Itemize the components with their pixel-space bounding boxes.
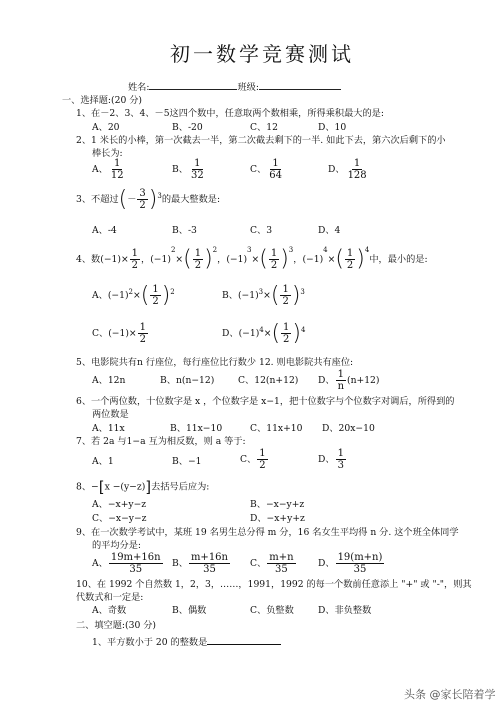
q4-item-4: $(-1)^4\times$( $\frac{1}{2}$ )$^4$ bbox=[302, 246, 370, 272]
q4-option-a: A、 (−1) 2 × ( $\frac{1}{2}$ ) 2 bbox=[92, 282, 175, 308]
q5-option-b: B、n(n−12) bbox=[160, 375, 215, 386]
q2-option-b: B、 $\frac{1}{32}$ bbox=[172, 158, 204, 181]
q6-option-b: B、11x−10 bbox=[170, 423, 223, 434]
q7-option-b: B、−1 bbox=[172, 456, 202, 467]
q7-option-d: D、 $\frac{1}{3}$ bbox=[318, 448, 344, 471]
q9-option-a: A、 $\frac{19m+16n}{35}$ bbox=[92, 552, 161, 575]
q3-option-c: C、3 bbox=[250, 225, 273, 236]
q9-option-b: B、 $\frac{m+16n}{35}$ bbox=[172, 552, 228, 575]
class-blank bbox=[259, 80, 341, 90]
q8-option-a: A、−x+y−z bbox=[92, 499, 147, 510]
q1-option-c: C、12 bbox=[250, 122, 278, 133]
q7-option-c: C、 $\frac{1}{2}$ bbox=[240, 448, 266, 471]
q4-item-2: $(-1)^2\times$( $\frac{1}{2}$ )$^2$， bbox=[150, 246, 227, 272]
q8-option-d: D、−x+y+z bbox=[250, 513, 305, 524]
question-6-text-cont: 两位数是 bbox=[92, 409, 129, 420]
fill-blank-1 bbox=[207, 634, 281, 645]
q10-option-a: A、奇数 bbox=[92, 605, 127, 616]
section-heading-2: 二、填空题:(30 分) bbox=[76, 620, 157, 631]
q4-option-c: C、 (−1)× $\frac{1}{2}$ bbox=[92, 322, 147, 345]
question-5-text: 5、电影院共有n 行座位，每行座位比行数少 12. 则电影院共有座位: bbox=[76, 357, 354, 368]
q2-option-a: A、 $\frac{1}{12}$ bbox=[92, 158, 124, 181]
q2-option-d: D、 $\frac{1}{128}$ bbox=[328, 158, 367, 181]
question-2-text-cont: 棒长为: bbox=[92, 148, 123, 159]
q5-option-a: A、12n bbox=[92, 375, 126, 386]
q7-option-a: A、1 bbox=[92, 456, 114, 467]
question-7-text: 7、若 2a 与1−a 互为相反数，则 a 等于: bbox=[76, 436, 246, 447]
question-10-text-cont: 代数式和一定是: bbox=[76, 592, 144, 603]
q3-option-b: B、-3 bbox=[172, 225, 197, 236]
q3-option-d: D、4 bbox=[318, 225, 341, 236]
name-blank bbox=[149, 80, 237, 90]
q5-option-d: D、 $\frac{1}{n}$ (n+12) bbox=[318, 369, 380, 392]
q4-item-1: (−1)× $\frac{1}{2}$ ， bbox=[100, 248, 151, 271]
question-9-text: 9、在一次数学考试中，某班 19 名男生总分得 m 分，16 名女生平均得 n 分. 这个班全体同学 bbox=[76, 527, 459, 538]
question-2-text: 2、1 米长的小棒，第一次截去一半，第二次截去剩下的一半. 如此下去，第六次后剩下的小 bbox=[76, 135, 446, 146]
q10-option-b: B、偶数 bbox=[172, 605, 207, 616]
q8-option-c: C、−x−y−z bbox=[92, 513, 147, 524]
section-heading: 一、选择题:(20 分) bbox=[62, 95, 143, 106]
q4-option-b: B、 (−1) 3 × ( $\frac{1}{2}$ ) 3 bbox=[222, 282, 305, 308]
fill-question-1: 1、平方数小于 20 的整数是 bbox=[92, 634, 281, 649]
question-3-text: 3、不超过 ( － $\frac{3}{2}$ ) 3 的最大整数是: bbox=[76, 186, 221, 212]
question-9-text-cont: 的平均分是: bbox=[92, 540, 142, 551]
name-label: 姓名: bbox=[128, 82, 150, 93]
question-4-text: 4、数 (−1)× $\frac{1}{2}$ ， $(-1)^2\times$( $\frac{1}{2}$ )$^2$， $(-1)^3\times$( $\frac{1}{2}$ )$^3$， $(-1)^4\times$( $\frac{1}{2}$ )$^4$ 中，最小的是: bbox=[76, 246, 428, 272]
q3-option-a: A、-4 bbox=[92, 225, 117, 236]
q4-item-3: $(-1)^3\times$( $\frac{1}{2}$ )$^3$， bbox=[226, 246, 303, 272]
q1-option-d: D、10 bbox=[318, 122, 347, 133]
class-label: 班级: bbox=[237, 82, 259, 93]
q9-option-d: D、 $\frac{19(m+n)}{35}$ bbox=[318, 552, 383, 575]
q5-option-c: C、12(n+12) bbox=[238, 375, 299, 386]
question-1-text: 1、在－2、3、4、－5这四个数中，任意取两个数相乘，所得乘积最大的是: bbox=[76, 108, 384, 119]
question-10-text: 10、在 1992 个自然数 1，2，3，……，1991，1992 的每一个数前任意添上 "+" 或 "-"，则其 bbox=[76, 579, 472, 590]
watermark: 头条 @家长陪着学 bbox=[404, 688, 496, 701]
student-info-line bbox=[128, 80, 341, 94]
q6-option-c: C、11x+10 bbox=[250, 423, 303, 434]
q2-option-c: C、 $\frac{1}{64}$ bbox=[250, 158, 282, 181]
page-title: 初一数学竞赛测试 bbox=[170, 42, 354, 66]
q9-option-c: C、 $\frac{m+n}{35}$ bbox=[250, 552, 294, 575]
q8-option-b: B、−x−y+z bbox=[250, 499, 305, 510]
question-8-text: 8、−[x −(y−z)]去括号后应为: bbox=[76, 478, 210, 496]
q1-option-b: B、-20 bbox=[172, 122, 203, 133]
question-6-text: 6、一个两位数，十位数字是 x ，个位数字是 x−1，把十位数字与个位数字对调后，所得到的 bbox=[76, 396, 455, 407]
q1-option-a: A、20 bbox=[92, 122, 120, 133]
q10-option-d: D、非负整数 bbox=[318, 605, 372, 616]
q6-option-d: D、20x−10 bbox=[322, 423, 375, 434]
q6-option-a: A、11x bbox=[92, 423, 125, 434]
q4-option-d: D、 (−1) 4 × ( $\frac{1}{2}$ ) 4 bbox=[222, 320, 306, 346]
q10-option-c: C、负整数 bbox=[250, 605, 294, 616]
